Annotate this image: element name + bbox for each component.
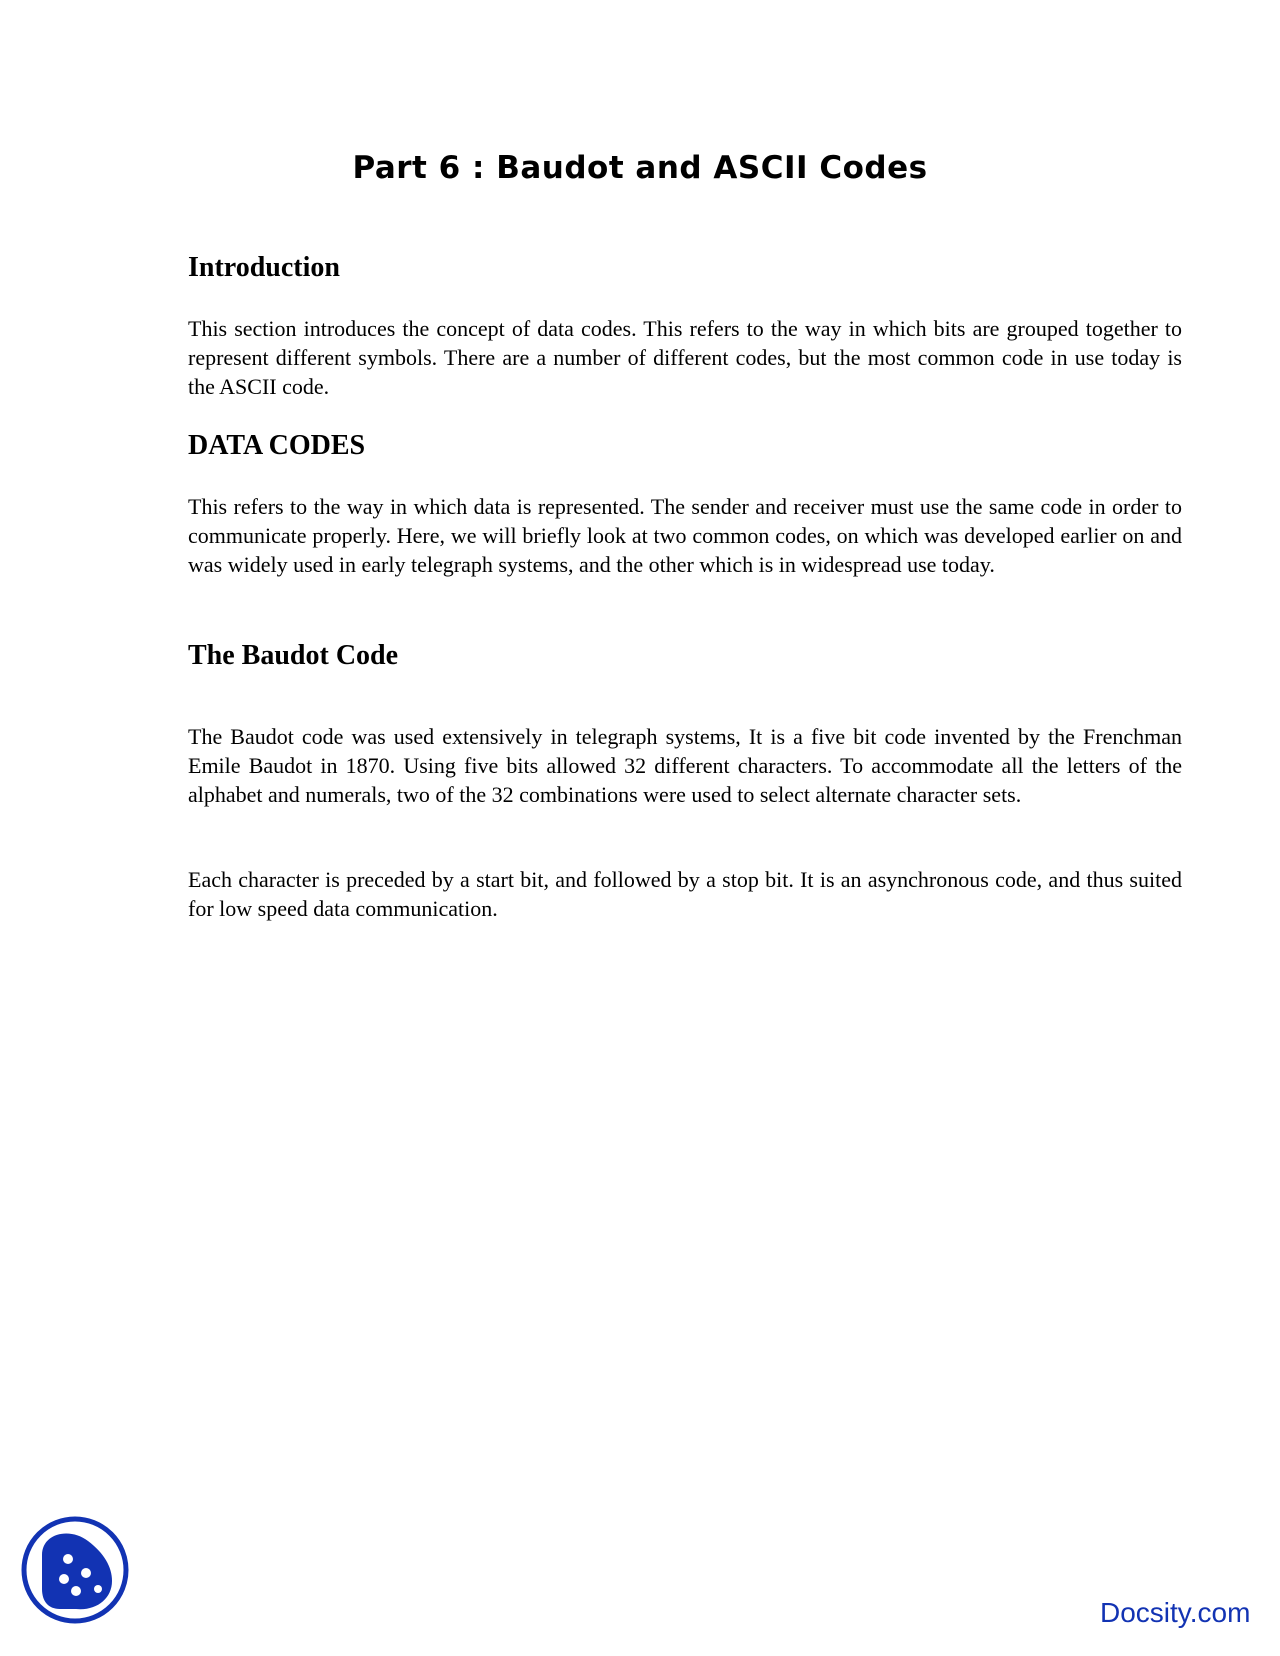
section-baudot-code [188,640,1182,672]
section-baudot-code-body-1 [188,722,1182,809]
paragraph-data-codes: This refers to the way in which data is represented. The sender and receiver must use the same code in order to communicate properly. Here, we will briefly look at two common codes, on which was developed earlier on and was widely used in early telegraph systems, and the other which is in widespread use today. [188,494,1182,577]
section-heading-introduction: Introduction [188,252,340,283]
docsity-logo-icon[interactable] [20,1515,130,1625]
paragraph-baudot-code-2: Each character is preceded by a start bit, and followed by a stop bit. It is an asynchronous code, and thus suited for low speed data communication. [188,867,1182,921]
section-data-codes-body [188,492,1182,579]
docsity-link[interactable]: Docsity.com [1100,1597,1251,1628]
section-data-codes [188,430,1182,462]
section-baudot-code-body-2 [188,865,1182,923]
paragraph-baudot-code-1: The Baudot code was used extensively in telegraph systems, It is a five bit code invented by the Frenchman Emile Baudot in 1870. Using five bits allowed 32 different characters. To accommodate all the letters of the alphabet and numerals, two of the 32 combinations were used to select alternate character sets. [188,724,1182,807]
section-heading-baudot-code: The Baudot Code [188,640,399,671]
paragraph-introduction: This section introduces the concept of data codes. This refers to the way in which bits are grouped together to represent different symbols. There are a number of different codes, but the most common code in use today is the ASCII code. [188,316,1182,399]
section-introduction-body [188,314,1182,401]
page-title: Part 6 : Baudot and ASCII Codes [352,150,928,186]
section-heading-data-codes: DATA CODES [188,430,366,461]
section-introduction [188,252,1182,284]
